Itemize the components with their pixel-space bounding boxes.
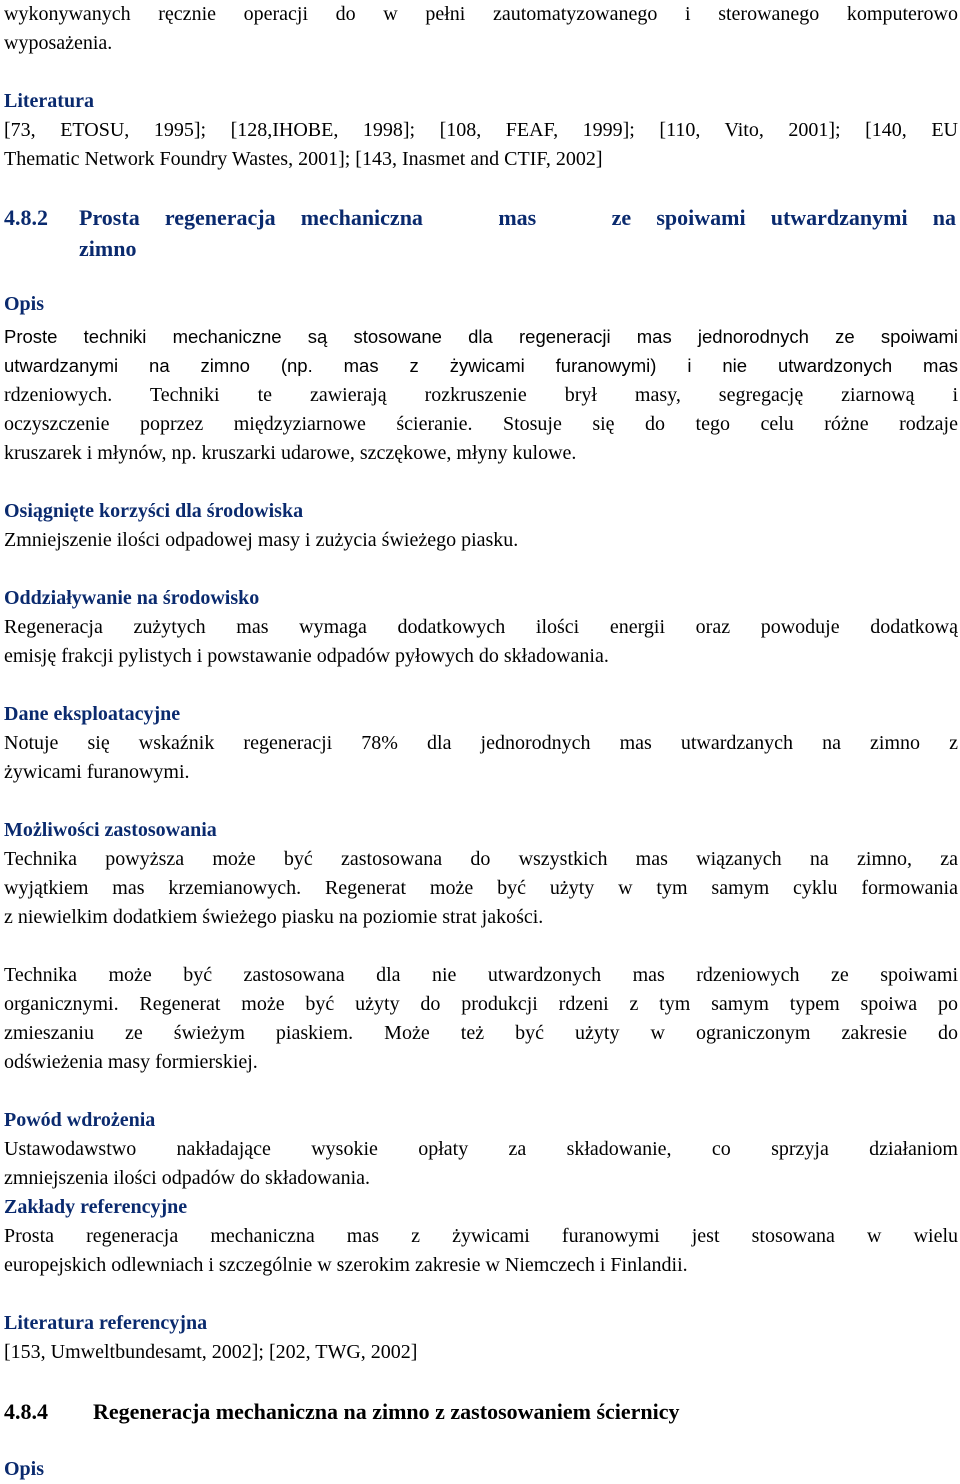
powod-heading: Powód wdrożenia [4,1109,156,1131]
literatura-ref-heading: Literatura referencyjna [4,1312,208,1334]
mozliwosci-p2-line-3: zmieszaniu ze świeżym piaskiem. Może też być użyty w ograniczonym zakresie do [4,1022,958,1044]
literatura-line-1: [73, ETOSU, 1995]; [128,IHOBE, 1998]; [108, FEAF, 1999]; [110, Vito, 2001]; [140, EU [4,119,958,141]
zaklady-heading: Zakłady referencyjne [4,1196,188,1218]
opis-line-3: rdzeniowych. Techniki te zawierają rozkruszenie brył masy, segregację ziarnową i [4,384,958,406]
intro-line-1: wykonywanych ręcznie operacji do w pełni zautomatyzowanego i sterowanego komputerowo [4,3,958,25]
section-title-484: Regeneracja mechaniczna na zimno z zastosowaniem ściernicy [93,1399,680,1424]
opis-line-2: utwardzanymi na zimno (np. mas z żywicami furanowymi) i nie utwardzonych mas [4,355,958,376]
zaklady-line-2: europejskich odlewniach i szczególnie w szerokim zakresie w Niemczech i Finlandii. [4,1254,688,1276]
opis-heading-484: Opis [4,1458,45,1480]
literatura-heading: Literatura [4,90,94,112]
opis-line-4: oczyszczenie poprzez międzyziarnowe ścieranie. Stosuje się do tego celu różne rodzaje [4,413,958,435]
section-title-482-line-2: zimno [79,236,137,261]
korzysci-line-1: Zmniejszenie ilości odpadowej masy i zużycia świeżego piasku. [4,529,519,551]
opis-line-1: Proste techniki mechaniczne są stosowane dla regeneracji mas jednorodnych ze spoiwami [4,326,958,347]
mozliwosci-p2-line-1: Technika może być zastosowana dla nie utwardzonych mas rdzeniowych ze spoiwami [4,964,958,986]
oddzialywanie-heading: Oddziaływanie na środowisko [4,587,260,609]
korzysci-heading: Osiągnięte korzyści dla środowiska [4,500,304,522]
section-number-484: 4.8.4 [4,1399,48,1424]
dane-heading: Dane eksploatacyjne [4,703,181,725]
oddzialywanie-line-2: emisję frakcji pylistych i powstawanie odpadów pyłowych do składowania. [4,645,609,667]
mozliwosci-line-3: z niewielkim dodatkiem świeżego piasku na poziomie strat jakości. [4,906,544,928]
powod-line-1: Ustawodawstwo nakładające wysokie opłaty za składowanie, co sprzyja działaniom [4,1138,958,1160]
opis-line-5: kruszarek i młynów, np. kruszarki udarowe, szczękowe, młyny kulowe. [4,442,577,464]
literatura-ref-line-1: [153, Umweltbundesamt, 2002]; [202, TWG, 2002] [4,1341,418,1363]
mozliwosci-p2-line-2: organicznymi. Regenerat może być użyty do produkcji rdzeni z tym samym typem spoiwa po [4,993,958,1015]
mozliwosci-p2-line-4: odświeżenia masy formierskiej. [4,1051,258,1073]
section-number-482: 4.8.2 [4,205,48,230]
literatura-line-2: Thematic Network Foundry Wastes, 2001]; [143, Inasmet and CTIF, 2002] [4,148,603,170]
zaklady-line-1: Prosta regeneracja mechaniczna mas z żywicami furanowymi jest stosowana w wielu [4,1225,958,1247]
intro-line-2: wyposażenia. [4,32,113,54]
dane-line-1: Notuje się wskaźnik regeneracji 78% dla jednorodnych mas utwardzanych na zimno z [4,732,958,754]
opis-heading: Opis [4,293,45,315]
mozliwosci-heading: Możliwości zastosowania [4,819,217,841]
dane-line-2: żywicami furanowymi. [4,761,190,783]
section-title-482-line-1: Prosta regeneracja mechaniczna mas ze spoiwami utwardzanymi na [79,205,956,230]
powod-line-2: zmniejszenia ilości odpadów do składowania. [4,1167,371,1189]
mozliwosci-line-1: Technika powyższa może być zastosowana do wszystkich mas wiązanych na zimno, za [4,848,958,870]
oddzialywanie-line-1: Regeneracja zużytych mas wymaga dodatkowych ilości energii oraz powoduje dodatkową [4,616,958,638]
mozliwosci-line-2: wyjątkiem mas krzemianowych. Regenerat może być użyty w tym samym cyklu formowania [4,877,958,899]
